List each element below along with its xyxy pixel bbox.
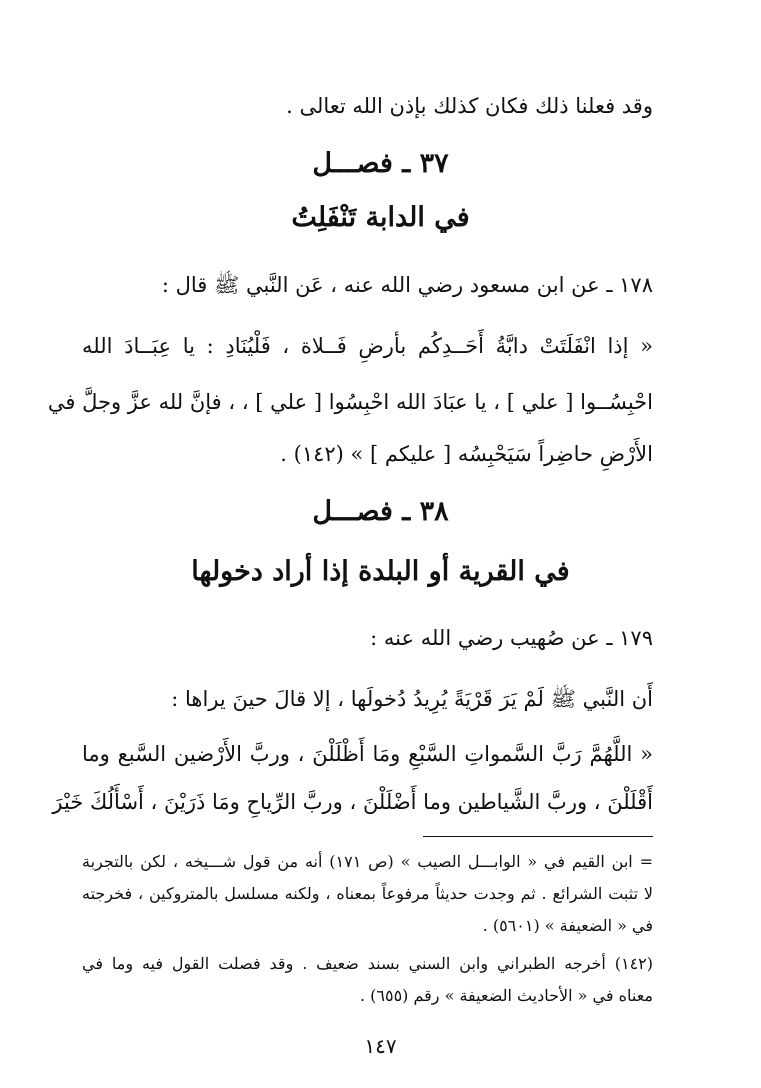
section-38-heading: ٣٨ ـ فصـــل: [312, 496, 449, 527]
hadith-178-intro: ١٧٨ ـ عن ابن مسعود رضي الله عنه ، عَن النَّبي ﷺ قال :: [161, 273, 653, 297]
footnote-line-3: في « الضعيفة » (٥٦٠١) .: [482, 916, 653, 935]
footnote-line-1: = ابن القيم في « الوابـــل الصيب » (ص ١٧١) أنه من قول شـــيخه ، لكن بالتجربة: [82, 852, 653, 871]
section-37-heading: ٣٧ ـ فصـــل: [312, 148, 449, 179]
hadith-179-line-2: « اللَّهُمَّ رَبَّ السَّمواتِ السَّبْعِ ومَا أَظْلَلْنَ ، وربَّ الأَرْضين السَّبع وما: [82, 742, 653, 766]
footnote-separator: [423, 836, 653, 837]
footnote-142-line-1: (١٤٢) أخرجه الطبراني وابن السني بسند ضعيف . وقد فصلت القول فيه وما في: [82, 954, 653, 973]
hadith-178-line-1: « إذا انْفَلَتَتْ دابَّةُ أَحَــدِكُم بأرضِ فَــلاة ، فَلْيُنَادِ : يا عِبَــادَ الله: [82, 334, 653, 358]
intro-line: وقد فعلنا ذلك فكان كذلك بإذن الله تعالى .: [286, 94, 653, 118]
hadith-179-intro: ١٧٩ ـ عن صُهيب رضي الله عنه :: [370, 626, 653, 650]
page-number: ١٤٧: [364, 1034, 397, 1058]
hadith-179-line-3: أَقْلَلْنَ ، وربَّ الشَّياطين وما أَضْلَلْنَ ، وربَّ الرِّياحِ ومَا ذَرَيْنَ ، أَسْأَلُكَ خَيْرَ: [52, 790, 653, 814]
hadith-178-line-2: احْبِسُــوا [ علي ] ، يا عبَادَ الله احْبِسُوا [ علي ] ، ، فإنَّ لله عزَّ وجلَّ في: [47, 390, 653, 414]
hadith-179-line-1: أَن النَّبي ﷺ لَمْ يَرَ قَرْيَةً يُرِيدُ دُخولَها ، إلا قالَ حينَ يراها :: [171, 687, 653, 711]
footnote-line-2: لا تثبت الشرائع . ثم وجدت حديثاً مرفوعاً بمعناه ، ولكنه مسلسل بالمتروكين ، فخرجته: [82, 884, 653, 903]
section-37-title: في الدابة تَنْفَلِتُ: [291, 202, 470, 233]
hadith-178-line-3: الأَرْضِ حاضِراً سَيَحْبِسُه [ عليكم ] » (١٤٢) .: [280, 442, 653, 466]
footnote-142-line-2: معناه في « الأحاديث الضعيفة » رقم (٦٥٥) .: [359, 986, 653, 1005]
section-38-title: في القرية أو البلدة إذا أراد دخولها: [191, 556, 570, 587]
